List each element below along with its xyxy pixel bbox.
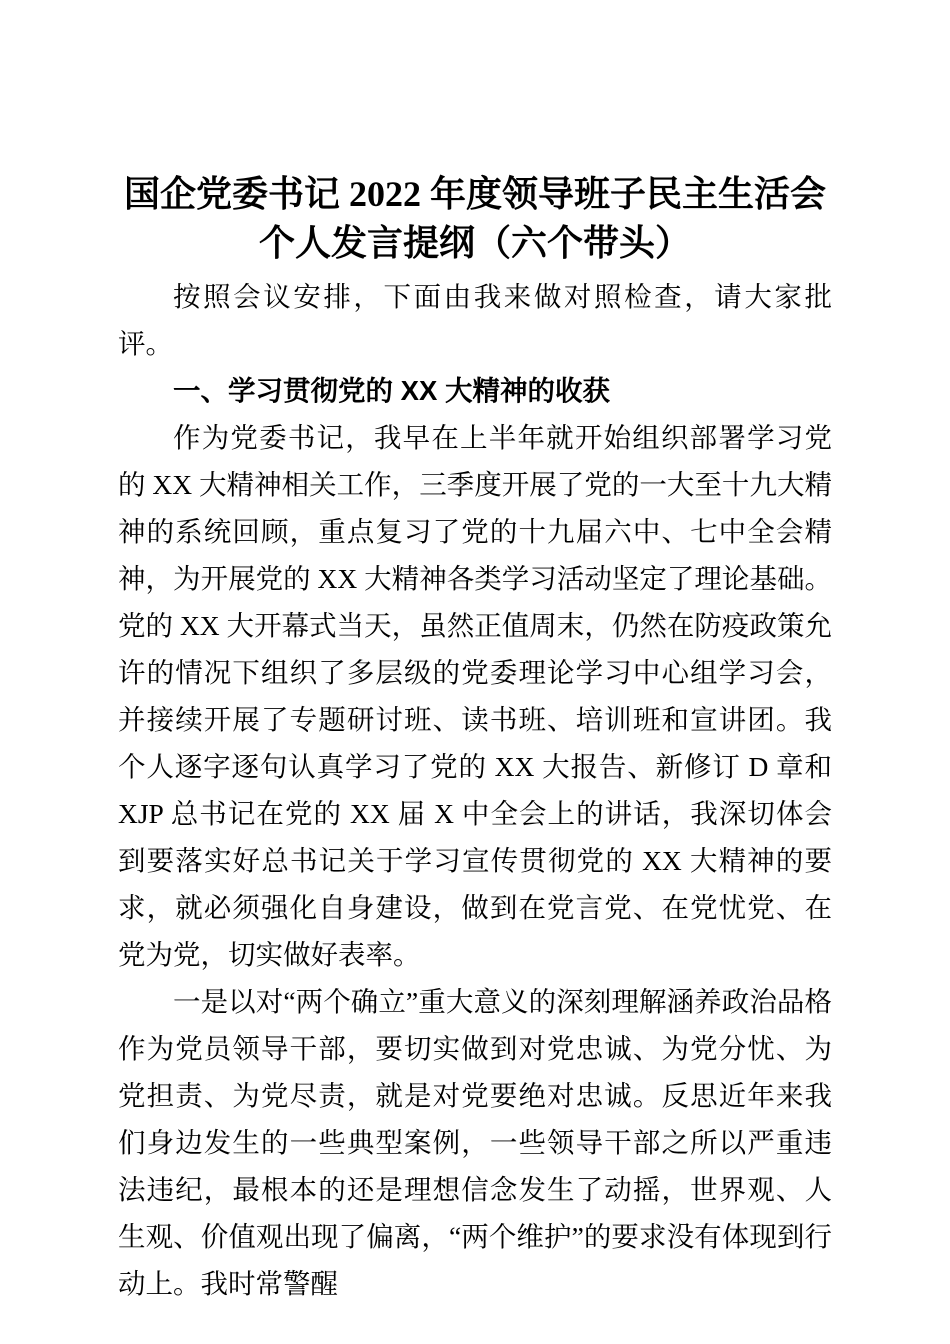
body-paragraph-1: 作为党委书记，我早在上半年就开始组织部署学习党的 XX 大精神相关工作，三季度开展了党的一大至十九大精神的系统回顾，重点复习了党的十九届六中、七中全会精神，为开展党的 XX 大精神各类学习活动坚定了理论基础。党的 XX 大开幕式当天，虽然正值周末，仍然在防疫政策允许的情况下组织了多层级的党委理论学习中心组学习会，并接续开展了专题研讨班、读书班、培训班和宣讲团。我个人逐字逐句认真学习了党的 XX 大报告、新修订 D 章和 XJP 总书记在党的 XX 届 X 中全会上的讲话，我深切体会到要落实好总书记关于学习宣传贯彻党的 XX 大精神的要求，就必须强化自身建设，做到在党言党、在党忧党、在党为党，切实做好表率。 xyxy=(118,422,832,970)
document-title-line-1: 国企党委书记 2022 年度领导班子民主生活会 xyxy=(123,174,826,214)
section-heading: 一、学习贯彻党的 XX 大精神的收获 xyxy=(173,375,610,406)
document-title-line-2: 个人发言提纲（六个带头） xyxy=(258,223,691,263)
body-paragraph-2: 一是以对“两个确立”重大意义的深刻理解涵养政治品格作为党员领导干部，要切实做到对党忠诚、为党分忧、为党担责、为党尽责，就是对党要绝对忠诚。反思近年来我们身边发生的一些典型案例，一些领导干部之所以严重违法违纪，最根本的还是理想信念发生了动摇，世界观、人生观、价值观出现了偏离，“两个维护”的要求没有体现到行动上。我时常警醒 xyxy=(118,986,832,1299)
document-title xyxy=(118,170,832,268)
intro-paragraph: 按照会议安排，下面由我来做对照检查，请大家批评。 xyxy=(118,281,832,359)
